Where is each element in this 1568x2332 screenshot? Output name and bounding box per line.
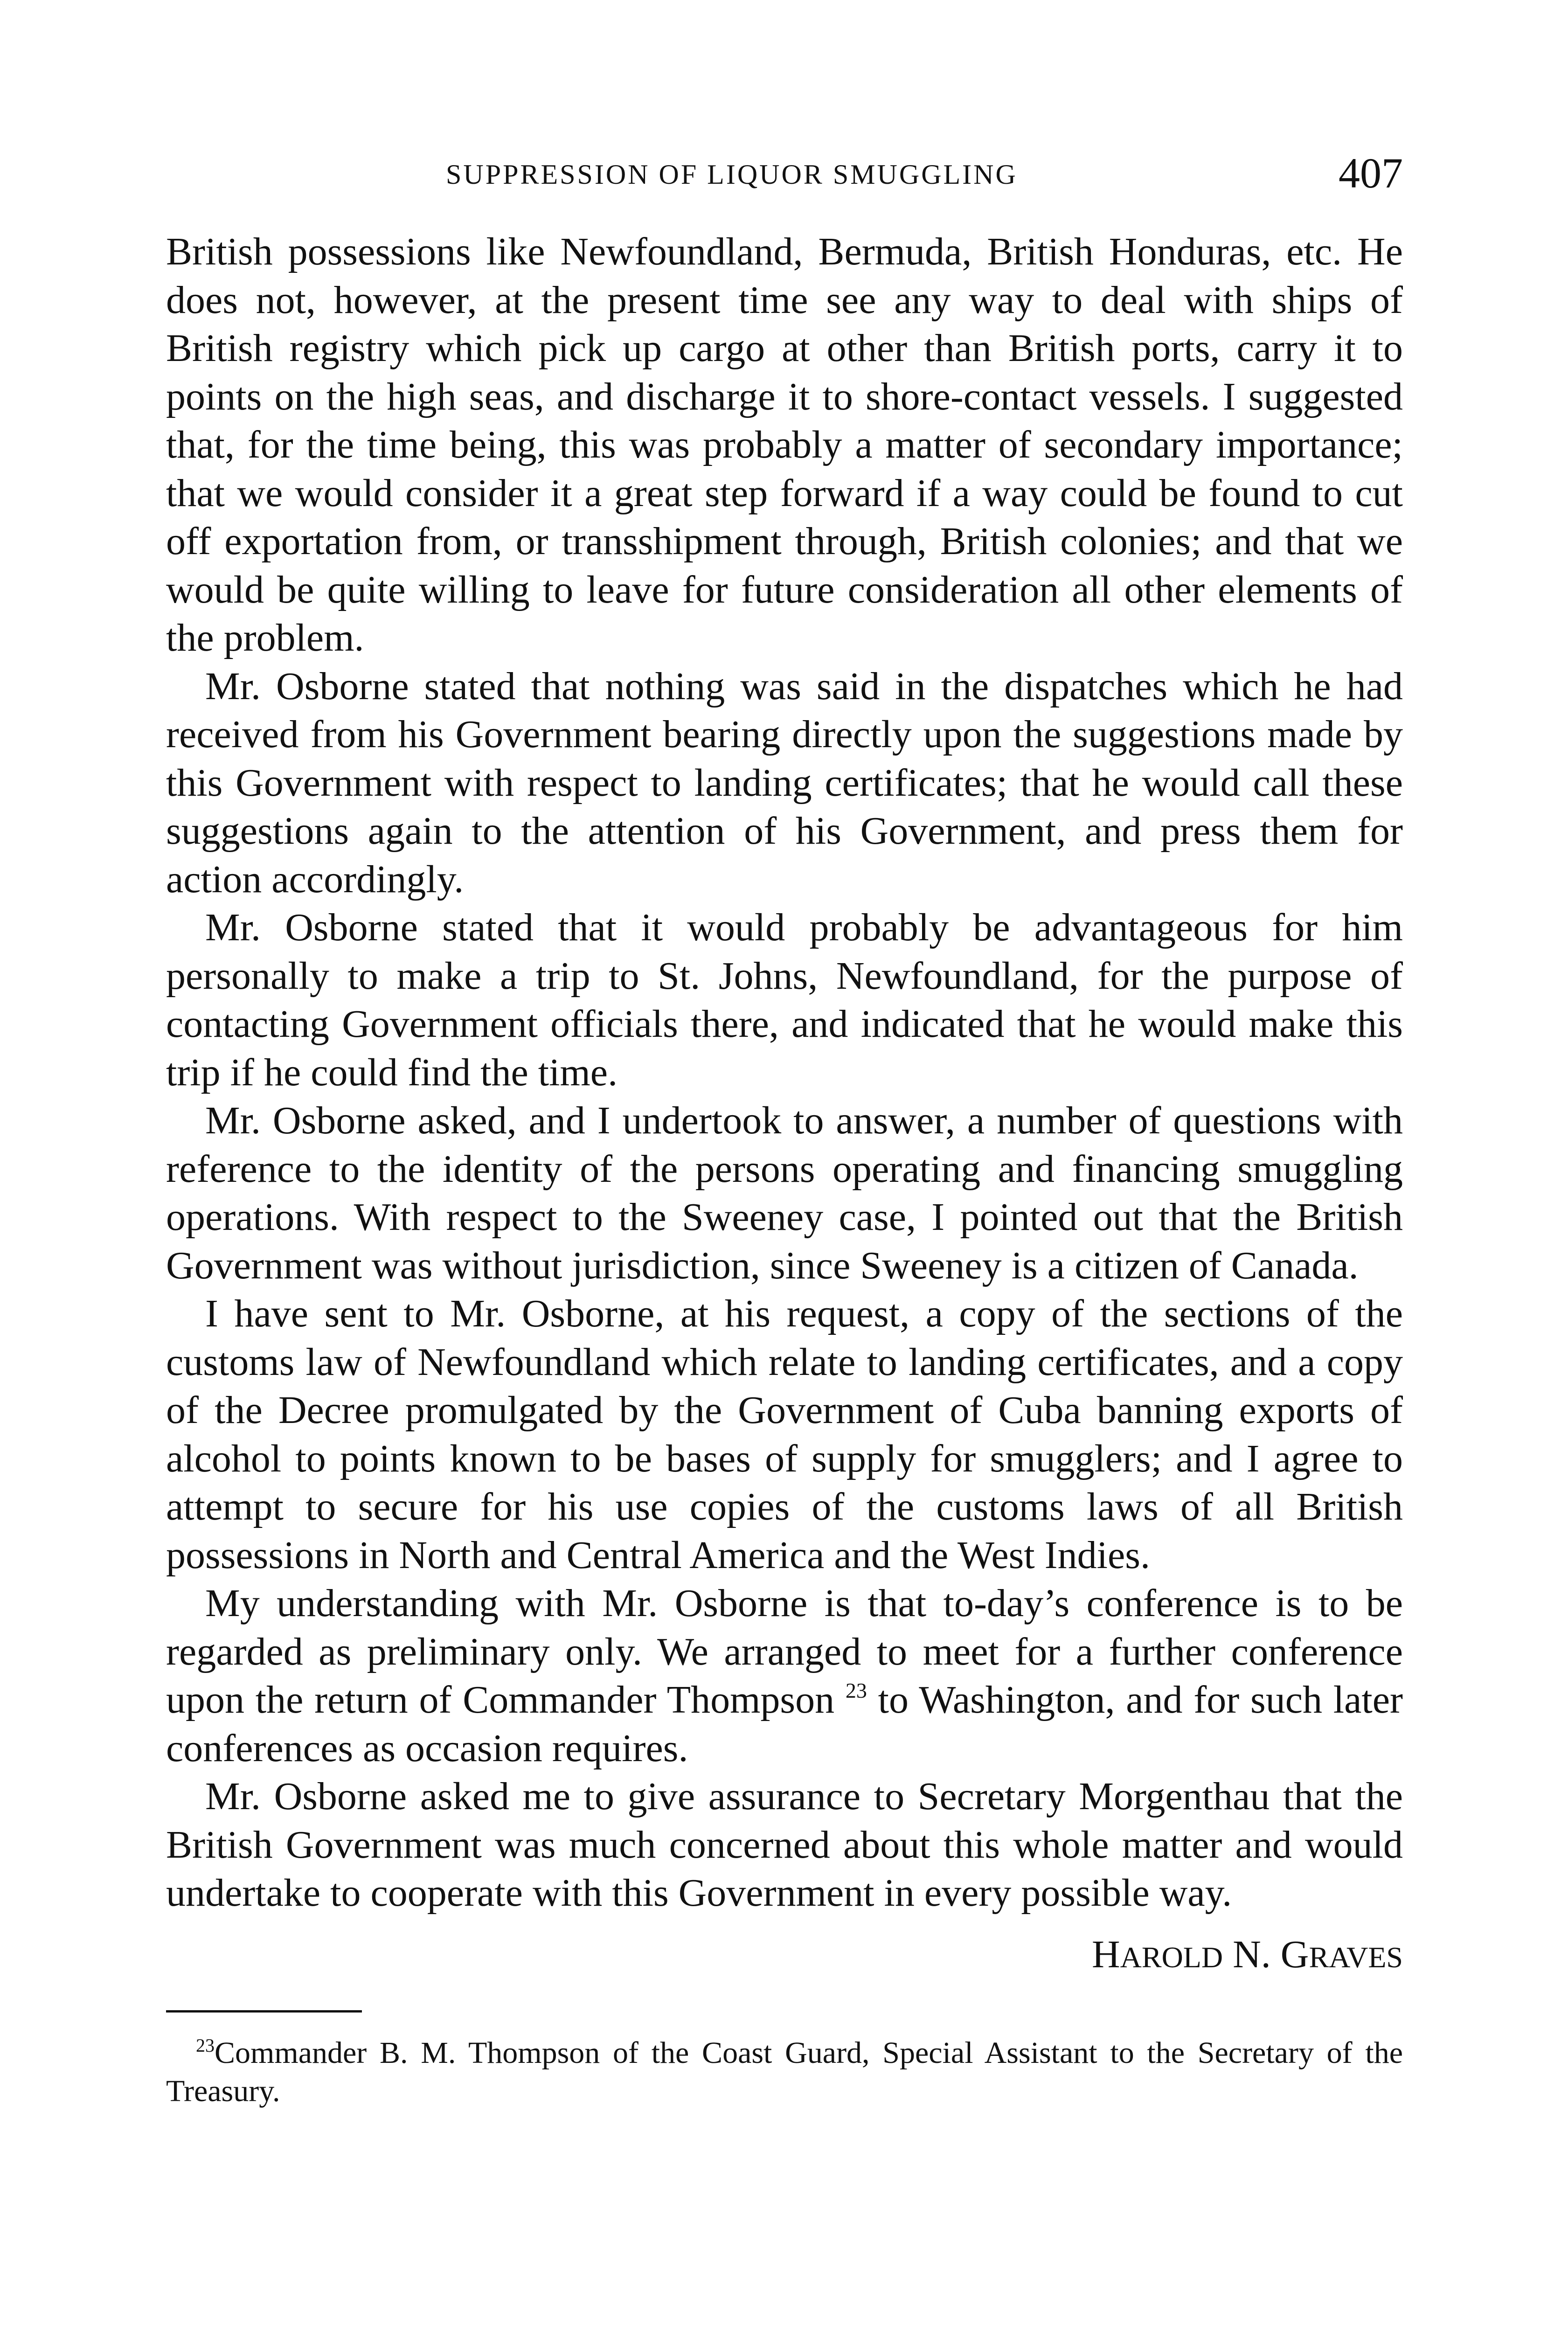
footnote-divider xyxy=(166,2010,362,2013)
footnote-reference: 23 xyxy=(845,1679,867,1702)
signature-last-rest: RAVES xyxy=(1309,1940,1403,1974)
paragraph xyxy=(166,1579,1403,1772)
body-text xyxy=(166,228,1403,2110)
footnote-text: Commander B. M. Thompson of the Coast Guard, Special Assistant to the Secretary of the Treasury. xyxy=(166,2036,1403,2108)
signature-first-initial: H xyxy=(1091,1932,1120,1976)
page-header xyxy=(166,148,1403,204)
paragraph: Mr. Osborne stated that it would probably be advantageous for him personally to make a trip to St. Johns, Newfoundland, for the purpose of contacting Government officials there, and indicated that he would make this trip if he could find the time. xyxy=(166,906,1403,1094)
page-number: 407 xyxy=(1339,149,1403,197)
footnote xyxy=(166,2034,1403,2110)
signature-first-rest: AROLD xyxy=(1120,1940,1223,1974)
paragraph: British possessions like Newfoundland, Bermuda, British Honduras, etc. He does not, however, at the present time see any way to deal with ships of British registry which pick up cargo at other than British ports, carry it to points on the high seas, and discharge it to shore-contact vessels. I suggested that, for the time being, this was probably a matter of secondary importance; that we would consider it a great step forward if a way could be found to cut off exportation from, or transshipment through, British colonies; and that we would be quite willing to leave for future consideration all other elements of the problem. xyxy=(166,230,1403,659)
footnote-number: 23 xyxy=(196,2035,215,2056)
paragraph-text: My understanding with Mr. Osborne is that to-day’s conference is to be regarded as preliminary only. We arranged to meet for a further conference upon the return of Commander Thompson xyxy=(166,1582,1403,1721)
paragraph: Mr. Osborne stated that nothing was said in the dispatches which he had received from his Government bearing directly upon the suggestions made by this Government with respect to landing certificates; that he would call these suggestions again to the attention of his Government, and press them for action accordingly. xyxy=(166,664,1403,901)
signature-middle: N. xyxy=(1223,1932,1281,1976)
signature xyxy=(166,1930,1403,1982)
signature-last-initial: G xyxy=(1280,1932,1309,1976)
paragraph: I have sent to Mr. Osborne, at his request, a copy of the sections of the customs law of Newfoundland which relate to landing certificates, and a copy of the Decree promulgated by the Government of Cuba banning exports of alcohol to points known to be bases of supply for smugglers; and I agree to attempt to secure for his use copies of the customs laws of all British possessions in North and Central America and the West Indies. xyxy=(166,1292,1403,1577)
running-title: SUPPRESSION OF LIQUOR SMUGGLING xyxy=(446,159,1018,190)
paragraph: Mr. Osborne asked me to give assurance to Secretary Morgenthau that the British Government was much concerned about this whole matter and would undertake to cooperate with this Government in every possible way. xyxy=(166,1775,1403,1915)
paragraph-text: to Washington, and for such later conferences as occasion requires. xyxy=(166,1678,1403,1770)
paragraph: Mr. Osborne asked, and I undertook to answer, a number of questions with reference to the identity of the persons operating and financing smuggling operations. With respect to the Sweeney case, I pointed out that the British Government was without jurisdiction, since Sweeney is a citizen of Canada. xyxy=(166,1099,1403,1287)
